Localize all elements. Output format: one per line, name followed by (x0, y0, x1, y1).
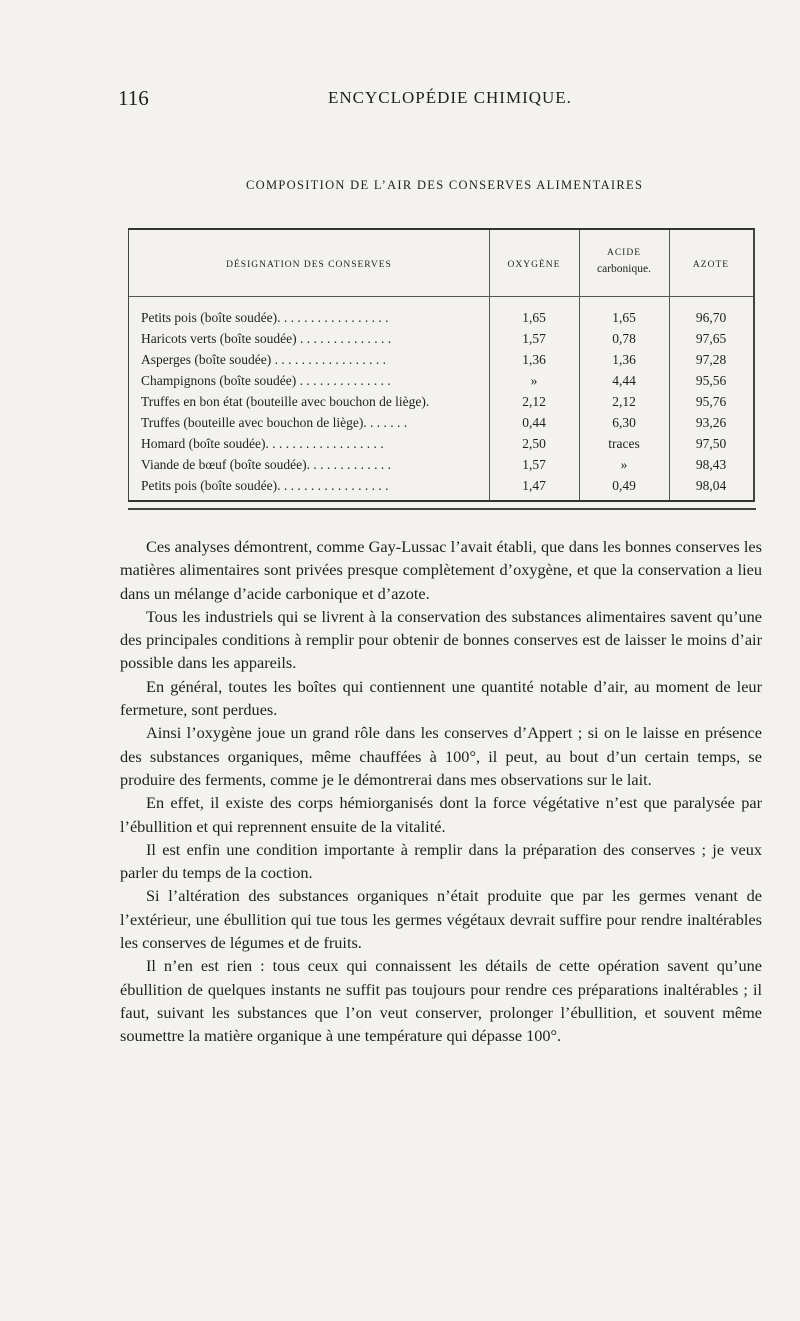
cell-designation: Homard (boîte soudée). . . . . . . . . . . . . . . . . . (141, 436, 384, 451)
cell-designation: Haricots verts (boîte soudée) . . . . . . . . . . . . . . (141, 331, 392, 346)
cell-designation: Truffes en bon état (bouteille avec bouchon de liège). (141, 394, 430, 409)
cell-oxygene: 1,57 (522, 457, 546, 472)
cell-designation: Truffes (bouteille avec bouchon de liège). . . . . . . (141, 415, 408, 430)
cell-azote: 97,65 (695, 331, 727, 346)
cell-acide: 6,30 (612, 415, 636, 430)
col-header-acide-line1: ACIDE (606, 248, 642, 258)
table-row (129, 331, 753, 352)
col-header-acide-line2: carbonique. (597, 263, 651, 275)
cell-oxygene: » (530, 373, 538, 388)
paragraph: Il n’en est rien : tous ceux qui connaissent les détails de cette opération savent qu’une ébullition de quelques instants ne suffit pas toujours pour rendre ces préparations inaltérables ; il faut, suivant les substances que l’on veut conserver, prolonger l’ébullition, et souvent même soumettre la matière organique à une température qui dépasse 100°. (120, 956, 762, 1046)
col-header-designation: DÉSIGNATION DES CONSERVES (226, 260, 392, 270)
cell-designation: Asperges (boîte soudée) . . . . . . . . . . . . . . . . . (141, 352, 386, 367)
table-body (129, 310, 753, 499)
paragraph: Ces analyses démontrent, comme Gay-Lussac l’avait établi, que dans les bonnes conserves les matières alimentaires sont privées presque complètement d’oxygène, et que la conservation a lieu dans un mélange d’acide carbonique et d’azote. (120, 537, 762, 603)
col-header-oxygene: OXYGÈNE (507, 260, 561, 270)
cell-oxygene: 0,44 (522, 415, 546, 430)
table-row (129, 415, 753, 436)
table-row (129, 373, 753, 394)
cell-acide: 1,65 (612, 310, 636, 325)
cell-azote: 97,50 (695, 436, 727, 451)
cell-designation: Viande de bœuf (boîte soudée). . . . . . . . . . . . . (141, 457, 392, 472)
cell-acide: » (620, 457, 628, 472)
cell-azote: 98,43 (695, 457, 727, 472)
cell-oxygene: 1,36 (522, 352, 546, 367)
table-row (129, 436, 753, 457)
page-number: 116 (118, 86, 149, 110)
col-header-azote: AZOTE (692, 260, 730, 270)
cell-oxygene: 1,47 (522, 478, 546, 493)
paragraph: En effet, il existe des corps hémiorganisés dont la force végétative n’est que paralysée par l’ébullition et qui reprennent ensuite de la vitalité. (120, 793, 762, 836)
paragraph: Tous les industriels qui se livrent à la conservation des substances alimentaires savent qu’une des principales conditions à remplir pour obtenir de bonnes conserves est de laisser le moins d’air possible dans les appareils. (120, 606, 762, 673)
cell-acide: 0,78 (612, 331, 636, 346)
cell-acide: 1,36 (612, 352, 636, 367)
cell-acide: 2,12 (612, 394, 636, 409)
cell-azote: 95,56 (695, 373, 727, 388)
table-bottom-rule (128, 508, 756, 510)
running-head: ENCYCLOPÉDIE CHIMIQUE. (328, 88, 572, 107)
composition-table (128, 228, 755, 502)
table-row (129, 352, 753, 373)
paragraph: Ainsi l’oxygène joue un grand rôle dans les conserves d’Appert ; si on le laisse en présence des substances organiques, même chauffées à 100°, il peut, au bout d’un certain temps, se produire des ferments, comme je le démontrerai dans mes observations sur le lait. (120, 723, 762, 789)
cell-oxygene: 1,57 (522, 331, 546, 346)
table-row (129, 478, 753, 499)
table-title: COMPOSITION DE L’AIR DES CONSERVES ALIMENTAIRES (246, 178, 644, 192)
table-header-row (129, 230, 753, 297)
cell-azote: 95,76 (695, 394, 727, 409)
cell-designation: Petits pois (boîte soudée). . . . . . . . . . . . . . . . . (141, 310, 389, 325)
page-header (118, 86, 758, 114)
cell-designation: Petits pois (boîte soudée). . . . . . . . . . . . . . . . . (141, 478, 389, 493)
cell-azote: 93,26 (695, 415, 727, 430)
cell-azote: 98,04 (695, 478, 727, 493)
cell-azote: 96,70 (695, 310, 727, 325)
cell-azote: 97,28 (695, 352, 727, 367)
table-row (129, 394, 753, 415)
paragraph: Si l’altération des substances organiques n’était produite que par les germes venant de l’extérieur, une ébullition qui tue tous les germes végétaux devrait suffire pour rendre inaltérables les conserves de légumes et de fruits. (120, 886, 762, 953)
cell-oxygene: 1,65 (522, 310, 546, 325)
body-text (120, 535, 762, 1048)
paragraph: Il est enfin une condition importante à remplir dans la préparation des conserves ; je veux parler du temps de la coction. (120, 839, 762, 883)
table-row (129, 457, 753, 478)
cell-acide: traces (608, 436, 640, 451)
cell-acide: 0,49 (612, 478, 636, 493)
col-header-acide (579, 248, 669, 275)
paragraph: En général, toutes les boîtes qui contiennent une quantité notable d’air, au moment de leur fermeture, sont perdues. (120, 676, 762, 720)
cell-acide: 4,44 (612, 373, 636, 388)
cell-oxygene: 2,12 (522, 394, 546, 409)
cell-oxygene: 2,50 (522, 436, 546, 451)
table-row (129, 310, 753, 331)
cell-designation: Champignons (boîte soudée) . . . . . . . . . . . . . . (141, 373, 391, 388)
